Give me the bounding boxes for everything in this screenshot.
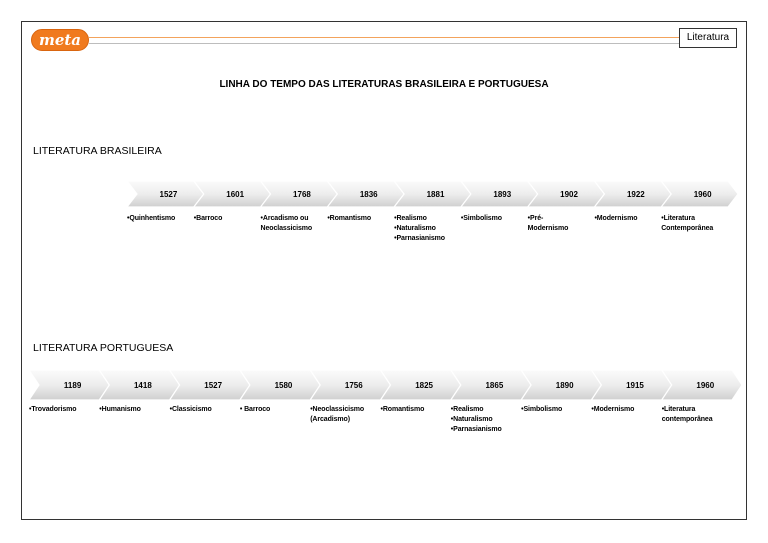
timeline-year: 1418 bbox=[133, 381, 152, 390]
movement-label-line: Modernismo bbox=[527, 225, 569, 232]
movement-label-line: •Arcadismo ou bbox=[260, 215, 309, 222]
page-title: LINHA DO TEMPO DAS LITERATURAS BRASILEIRA E PORTUGUESA bbox=[219, 79, 549, 90]
meta-logo: meta bbox=[31, 29, 89, 51]
movement-label-line: •Pré- bbox=[527, 215, 544, 222]
movement-label bbox=[127, 214, 175, 224]
movement-label bbox=[394, 214, 445, 244]
movement-label-line: •Naturalismo bbox=[394, 225, 436, 232]
timeline-year: 1601 bbox=[226, 190, 245, 199]
movement-label bbox=[170, 405, 212, 415]
movement-label-line: (Arcadismo) bbox=[310, 416, 350, 423]
movement-label-line: •Realismo bbox=[450, 406, 484, 413]
timeline-year: 1836 bbox=[359, 190, 378, 199]
timeline-portuguesa bbox=[29, 370, 742, 400]
timeline-year: 1768 bbox=[293, 190, 311, 199]
movement-label bbox=[261, 214, 313, 234]
movement-label bbox=[310, 405, 364, 425]
movement-label bbox=[661, 214, 713, 234]
movement-label-line: •Neoclassicismo bbox=[310, 406, 365, 413]
movement-label-line: •Romantismo bbox=[327, 215, 372, 222]
movement-label-line: •Trovadorismo bbox=[29, 406, 77, 413]
movement-label-line: •Realismo bbox=[394, 215, 427, 222]
movement-label-line: •Classicismo bbox=[169, 406, 212, 413]
movement-label-line: •Simbolismo bbox=[460, 215, 502, 222]
movement-label-line: •Parnasianismo bbox=[450, 426, 502, 433]
timeline-year: 1902 bbox=[560, 190, 578, 199]
movement-label bbox=[381, 405, 425, 415]
timeline-brasileira bbox=[127, 181, 738, 207]
timeline-year: 1915 bbox=[626, 381, 644, 390]
section-label-brasileira: LITERATURA BRASILEIRA bbox=[33, 145, 162, 157]
movement-label bbox=[594, 214, 637, 224]
timeline-year: 1756 bbox=[344, 381, 363, 390]
movement-label-line: Neoclassicismo bbox=[260, 225, 313, 232]
movement-label-line: •Naturalismo bbox=[450, 416, 493, 423]
subject-tag: Literatura bbox=[679, 28, 737, 48]
movement-label-line: •Romantismo bbox=[380, 406, 425, 413]
movement-label-line: •Modernismo bbox=[591, 406, 635, 413]
timeline-year: 1922 bbox=[626, 190, 645, 199]
timeline-year: 1890 bbox=[555, 381, 574, 390]
movement-label-line: contemporânea bbox=[661, 416, 713, 423]
movement-label bbox=[29, 405, 76, 415]
movement-label-line: •Simbolismo bbox=[521, 406, 563, 413]
movement-label-line: •Parnasianismo bbox=[394, 235, 445, 242]
movement-label-line: •Literatura bbox=[661, 215, 695, 222]
movement-label bbox=[451, 405, 502, 435]
movement-label bbox=[99, 405, 141, 415]
timeline-year: 1881 bbox=[426, 190, 445, 199]
movement-label-line: Contemporânea bbox=[661, 225, 714, 232]
movement-label-line: •Humanismo bbox=[99, 406, 141, 413]
movement-label bbox=[461, 214, 502, 224]
movement-label bbox=[662, 405, 713, 425]
timeline-year: 1960 bbox=[696, 381, 715, 390]
timeline-year: 1580 bbox=[274, 381, 293, 390]
movement-label bbox=[528, 214, 569, 234]
movement-label-line: • Barroco bbox=[239, 406, 271, 413]
timeline-year: 1865 bbox=[485, 381, 504, 390]
movement-label bbox=[521, 405, 562, 415]
movement-label bbox=[240, 405, 270, 415]
movement-label-line: •Quinhentismo bbox=[127, 215, 176, 222]
movement-label bbox=[327, 214, 371, 224]
movement-label bbox=[591, 405, 634, 415]
timeline-year: 1527 bbox=[204, 381, 223, 390]
movement-label-line: •Modernismo bbox=[594, 215, 638, 222]
timeline-year: 1825 bbox=[415, 381, 433, 390]
timeline-year: 1189 bbox=[63, 381, 82, 390]
movement-label-line: •Barroco bbox=[193, 215, 223, 222]
timeline-year: 1960 bbox=[693, 190, 712, 199]
timeline-year: 1527 bbox=[159, 190, 178, 199]
section-label-portuguesa: LITERATURA PORTUGUESA bbox=[33, 342, 174, 354]
movement-label-line: •Literatura bbox=[661, 406, 696, 413]
timeline-year: 1893 bbox=[493, 190, 512, 199]
movement-label bbox=[194, 214, 223, 224]
